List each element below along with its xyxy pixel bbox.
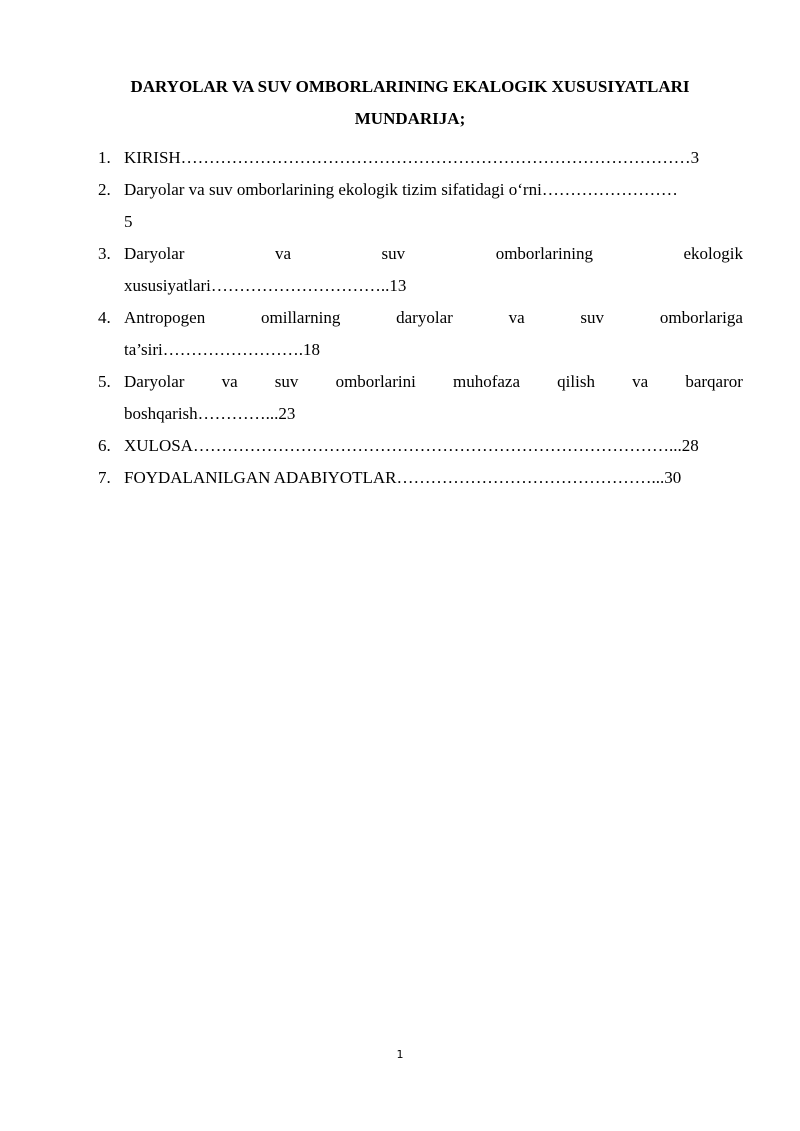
toc-item-number: 6. bbox=[98, 436, 111, 455]
toc-word: Antropogen bbox=[124, 308, 206, 327]
toc-item-page: 5 bbox=[124, 212, 133, 231]
toc-word: ekologik bbox=[683, 244, 743, 263]
toc-item-3[interactable] bbox=[98, 238, 743, 302]
toc-item-text: FOYDALANILGAN ADABIYOTLAR………………………………………...30 bbox=[124, 468, 682, 487]
toc-item-text-line bbox=[124, 302, 743, 334]
toc-item-text: KIRISH………………………………………………………………………………3 bbox=[124, 148, 700, 167]
contents-heading: MUNDARIJA; bbox=[354, 109, 466, 128]
toc-item-number: 7. bbox=[98, 468, 111, 487]
toc-word: va bbox=[274, 244, 291, 263]
toc-word: muhofaza bbox=[452, 372, 521, 391]
toc-item-text-continued: boshqarish…………...23 bbox=[124, 404, 296, 423]
toc-item-text-line bbox=[124, 366, 743, 398]
toc-word: va bbox=[508, 308, 525, 327]
toc-item-text-continued: xususiyatlari…………………………..13 bbox=[124, 276, 407, 295]
toc-word: omborlarini bbox=[335, 372, 416, 391]
toc-item-5[interactable] bbox=[98, 366, 743, 430]
page-number: 1 bbox=[396, 1048, 404, 1061]
toc-word: barqaror bbox=[685, 372, 743, 391]
toc-item-4[interactable] bbox=[98, 302, 743, 366]
toc-item-text-line bbox=[124, 238, 743, 270]
toc-word: omillarning bbox=[261, 308, 341, 327]
toc-word: omborlariga bbox=[659, 308, 743, 327]
toc-item-text: Daryolar va suv omborlarining ekologik tizim sifatidagi o‘rni…………………… bbox=[124, 180, 678, 199]
toc-item-number: 5. bbox=[98, 372, 111, 391]
toc-item-number: 4. bbox=[98, 308, 111, 327]
toc-word: suv bbox=[580, 308, 605, 327]
toc-item-number: 3. bbox=[98, 244, 111, 263]
toc-item-7[interactable] bbox=[98, 462, 743, 494]
toc-word: suv bbox=[274, 372, 299, 391]
document-title: DARYOLAR VA SUV OMBORLARINING EKALOGIK XUSUSIYATLARI bbox=[130, 77, 690, 96]
toc-item-6[interactable] bbox=[98, 430, 743, 462]
toc-item-text-continued: ta’siri…………………….18 bbox=[124, 340, 320, 359]
toc-word: Daryolar bbox=[124, 372, 185, 391]
toc-word: daryolar bbox=[396, 308, 453, 327]
toc-word: va bbox=[221, 372, 238, 391]
toc-word: omborlarining bbox=[495, 244, 593, 263]
table-of-contents bbox=[98, 142, 743, 494]
toc-word: Daryolar bbox=[124, 244, 185, 263]
toc-word: qilish bbox=[557, 372, 595, 391]
toc-item-1[interactable] bbox=[98, 142, 743, 174]
toc-item-number: 2. bbox=[98, 180, 111, 199]
toc-word: va bbox=[632, 372, 649, 391]
toc-item-text: XULOSA…………………………………………………………………………...28 bbox=[124, 436, 699, 455]
toc-item-number: 1. bbox=[98, 148, 111, 167]
toc-item-2[interactable] bbox=[98, 174, 743, 238]
toc-word: suv bbox=[381, 244, 406, 263]
